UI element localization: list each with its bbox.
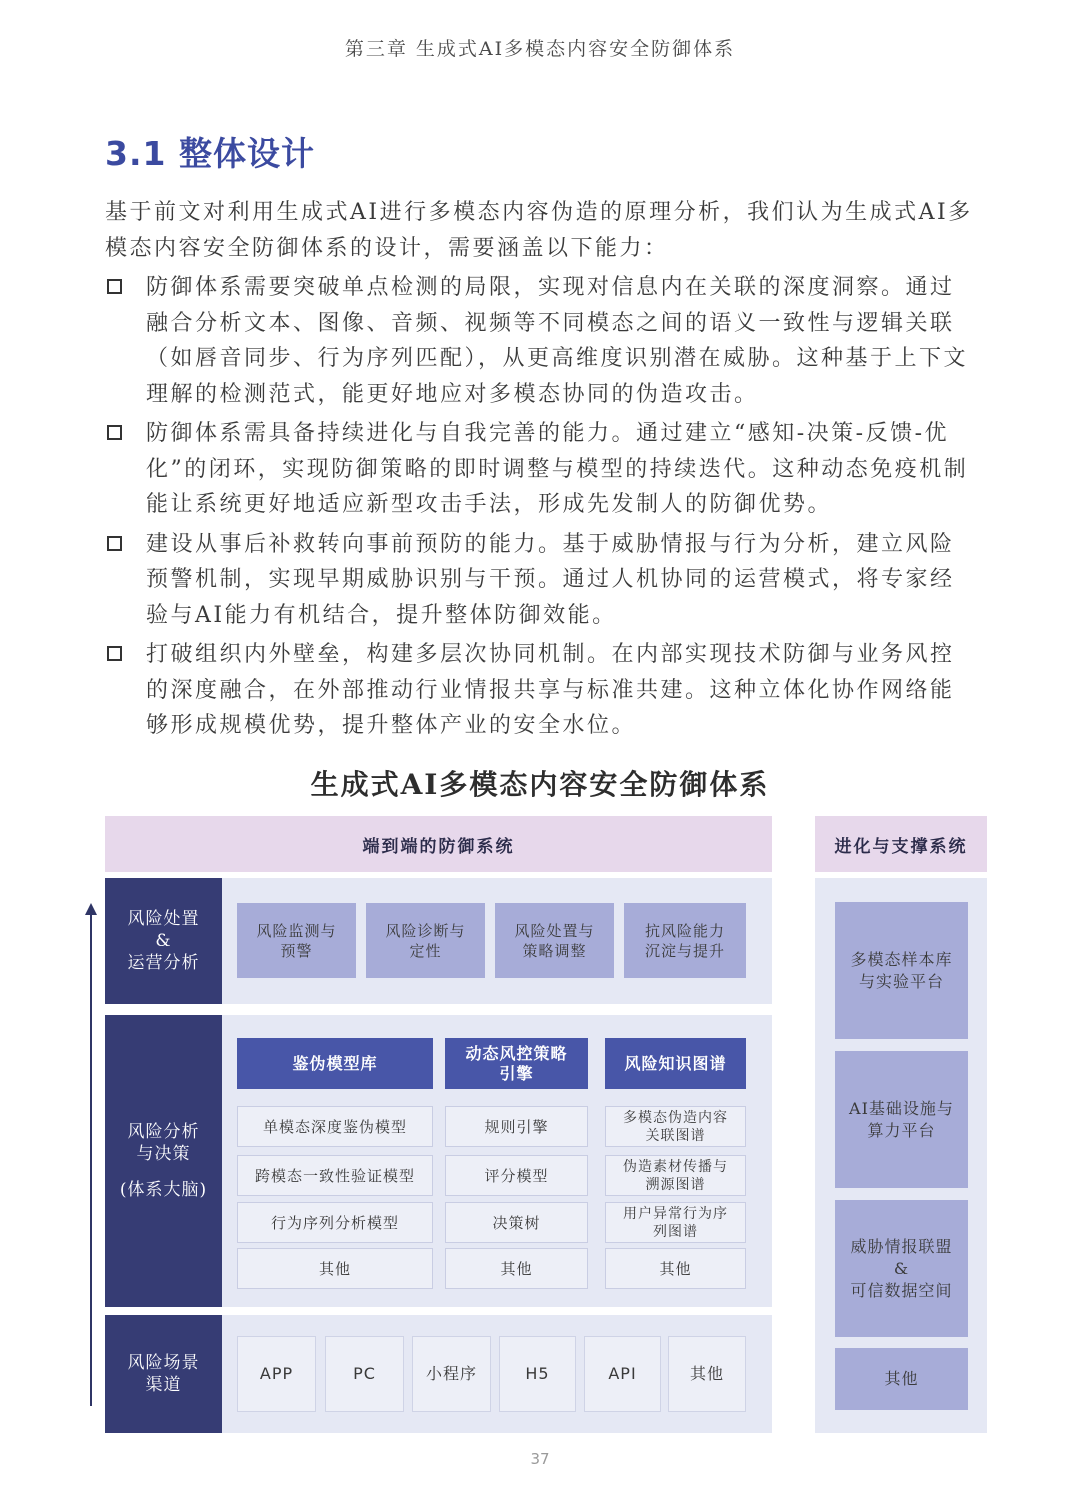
ops-label-line: 运营分析: [127, 953, 200, 973]
list-item: [105, 270, 977, 412]
model-item: 行为序列分析模型: [237, 1202, 433, 1243]
engine-item: 规则引擎: [445, 1106, 588, 1147]
support-item-text: 威胁情报联盟: [850, 1236, 953, 1256]
support-item: [835, 902, 968, 1039]
list-item: [105, 637, 977, 744]
brain-label-line: (体系大脑): [119, 1180, 208, 1200]
brain-label-line: 风险分析: [127, 1122, 200, 1142]
ops-cell-text: 预警: [280, 941, 313, 960]
ops-cell-text: 策略调整: [522, 941, 587, 960]
channel-api: API: [584, 1336, 661, 1412]
ops-cell-text: 风险处置与: [514, 921, 595, 940]
model-item: 其他: [237, 1248, 433, 1289]
graph-item-text: 溯源图谱: [645, 1176, 706, 1193]
graph-item-text: 列图谱: [653, 1223, 698, 1240]
support-item-text: 可信数据空间: [850, 1280, 953, 1300]
left-system-header: 端到端的防御系统: [105, 816, 772, 872]
ops-cell-text: 风险诊断与: [385, 921, 466, 940]
graph-item: [605, 1202, 746, 1243]
ops-cell-text: 定性: [409, 941, 442, 960]
support-item-text: AI基础设施与: [849, 1098, 954, 1118]
support-item-text: 算力平台: [867, 1120, 936, 1140]
ops-cell: [366, 903, 485, 978]
graph-item-text: 多模态伪造内容: [623, 1109, 728, 1126]
engine-item: 决策树: [445, 1202, 588, 1243]
graph-item: [605, 1155, 746, 1196]
page-number: 37: [530, 1450, 550, 1468]
channels-row-label: [105, 1315, 222, 1433]
support-item: 其他: [835, 1348, 968, 1410]
running-header: 第三章 生成式AI多模态内容安全防御体系: [344, 38, 736, 60]
ops-cell: [495, 903, 614, 978]
channel-app: APP: [237, 1336, 316, 1412]
ops-cell-text: 风险监测与: [256, 921, 337, 940]
list-item-text: 防御体系需要突破单点检测的局限，实现对信息内在关联的深度洞察。通过融合分析文本、图像、音频、视频等不同模态之间的语义一致性与逻辑关联（如唇音同步、行为序列匹配），从更高维度识别潜在威胁。这种基于上下文理解的检测范式，能更好地应对多模态协同的伪造攻击。: [146, 275, 969, 407]
brain-label-line: 与决策: [136, 1144, 191, 1164]
strategy-engine-header-text: 引擎: [499, 1063, 534, 1083]
strategy-engine-header-text: 动态风控策略: [465, 1043, 568, 1063]
model-library-header: 鉴伪模型库: [237, 1038, 433, 1089]
ops-row-label: [105, 878, 222, 1004]
brain-row-label: [105, 1015, 222, 1307]
capability-list: [105, 270, 977, 748]
ops-label-line: 风险处置: [127, 909, 200, 929]
intro-paragraph: 基于前文对利用生成式AI进行多模态内容伪造的原理分析，我们认为生成式AI多模态内容安全防御体系的设计，需要涵盖以下能力：: [105, 200, 973, 261]
ops-cell-text: 抗风险能力: [644, 921, 725, 940]
channel-other: 其他: [668, 1336, 746, 1412]
model-item: 跨模态一致性验证模型: [237, 1155, 433, 1196]
graph-item: [605, 1106, 746, 1147]
list-item: [105, 527, 977, 634]
arrow-up-icon: [85, 903, 97, 915]
support-item-text: &: [893, 1258, 910, 1278]
ops-cell: [624, 903, 746, 978]
ops-cell: [237, 903, 356, 978]
right-system-header: 进化与支撑系统: [815, 816, 987, 872]
channels-label-line: 风险场景: [127, 1353, 200, 1373]
support-item-text: 多模态样本库: [850, 949, 953, 969]
list-item-text: 建设从事后补救转向事前预防的能力。基于威胁情报与行为分析，建立风险预警机制，实现早期威胁识别与干预。通过人机协同的运营模式，将专家经验与AI能力有机结合，提升整体防御效能。: [146, 531, 955, 628]
knowledge-graph-header: 风险知识图谱: [605, 1038, 746, 1089]
graph-item-text: 伪造素材传播与: [623, 1158, 728, 1175]
graph-item: 其他: [605, 1248, 746, 1289]
channels-label-line: 渠道: [145, 1375, 182, 1395]
diagram-title: 生成式AI多模态内容安全防御体系: [310, 768, 770, 801]
graph-item-text: 用户异常行为序: [623, 1205, 728, 1222]
channel-pc: PC: [325, 1336, 404, 1412]
checkbox-bullet-icon: [107, 279, 122, 294]
support-item-text: 与实验平台: [858, 971, 944, 991]
list-item-text: 打破组织内外壁垒，构建多层次协同机制。在内部实现技术防御与业务风控的深度融合，在外部推动行业情报共享与标准共建。这种立体化协作网络能够形成规模优势，提升整体产业的安全水位。: [146, 642, 955, 738]
escalation-arrow: [90, 912, 92, 1406]
channel-mini-program: 小程序: [412, 1336, 491, 1412]
strategy-engine-header: [445, 1038, 588, 1089]
checkbox-bullet-icon: [107, 425, 122, 440]
checkbox-bullet-icon: [107, 646, 122, 661]
ops-cell-text: 沉淀与提升: [644, 941, 725, 960]
support-item: [835, 1051, 968, 1188]
engine-item: 其他: [445, 1248, 588, 1289]
checkbox-bullet-icon: [107, 536, 122, 551]
graph-item-text: 关联图谱: [645, 1127, 706, 1144]
list-item: [105, 416, 977, 523]
list-item-text: 防御体系需具备持续进化与自我完善的能力。通过建立“感知-决策-反馈-优化”的闭环，实现防御策略的即时调整与模型的持续迭代。这种动态免疫机制能让系统更好地适应新型攻击手法，形成先发制人的防御优势。: [146, 421, 969, 517]
section-title: 3.1 整体设计: [105, 134, 315, 173]
engine-item: 评分模型: [445, 1155, 588, 1196]
channel-h5: H5: [499, 1336, 576, 1412]
ops-label-line: &: [155, 931, 172, 951]
model-item: 单模态深度鉴伪模型: [237, 1106, 433, 1147]
support-item: [835, 1200, 968, 1337]
